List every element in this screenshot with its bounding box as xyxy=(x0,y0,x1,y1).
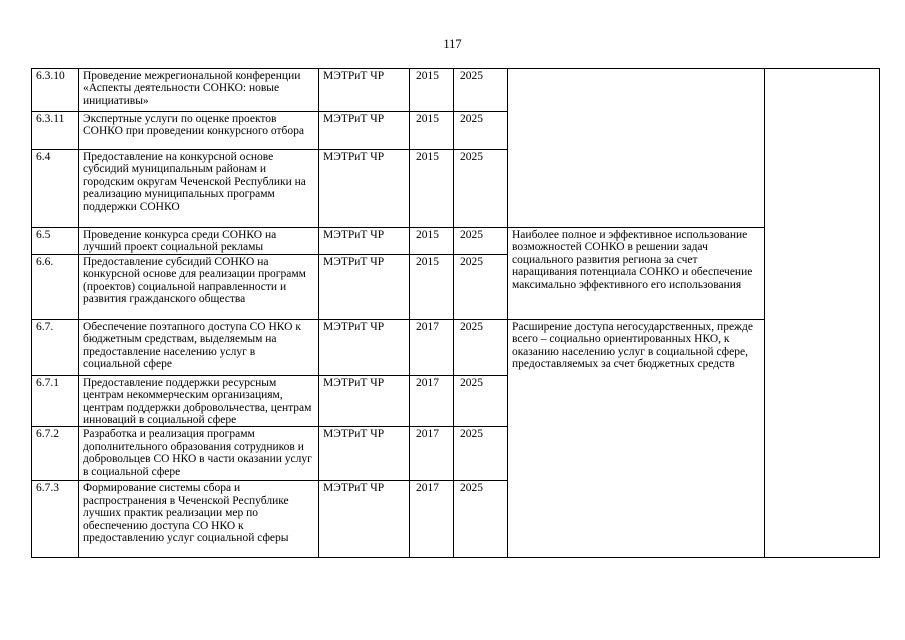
row-activity: Предоставление на конкурсной основе субсидий муниципальным районам и городским округам Чеченской Республики на реализацию муниципальных программ поддержки СОНКО xyxy=(79,150,319,228)
row-activity: Разработка и реализация программ дополнительного образования сотрудников и добровольцев СО НКО в части оказании услуг в социальной сфере xyxy=(79,427,319,481)
row-end-year: 2025 xyxy=(454,375,508,427)
row-start-year: 2017 xyxy=(410,481,454,558)
row-number: 6.7.3 xyxy=(32,481,79,558)
row-activity: Формирование системы сбора и распространения в Чеченской Республике лучших практик реализации мер по обеспечению доступа СО НКО к предоставлению услуг социальной сферы xyxy=(79,481,319,558)
row-end-year: 2025 xyxy=(454,150,508,228)
row-activity: Экспертные услуги по оценке проектов СОНКО при проведении конкурсного отбора xyxy=(79,112,319,150)
row-number: 6.7.1 xyxy=(32,375,79,427)
row-start-year: 2015 xyxy=(410,150,454,228)
table-row xyxy=(32,319,880,375)
row-executor: МЭТРиТ ЧР xyxy=(319,375,410,427)
row-end-year: 2025 xyxy=(454,112,508,150)
result-empty-cell xyxy=(508,69,765,228)
row-activity: Предоставление поддержки ресурсным центрам некоммерческим организациям, центрам поддержки добровольчества, центрам инноваций в социальной сфере xyxy=(79,375,319,427)
notes-cell xyxy=(765,69,880,558)
row-executor: МЭТРиТ ЧР xyxy=(319,319,410,375)
row-executor: МЭТРиТ ЧР xyxy=(319,481,410,558)
row-number: 6.5 xyxy=(32,228,79,255)
row-start-year: 2015 xyxy=(410,112,454,150)
row-executor: МЭТРиТ ЧР xyxy=(319,254,410,319)
expected-result-2: Расширение доступа негосударственных, прежде всего – социально ориентированных НКО, к оказанию населению услуг в социальной сфере, предоставляемых за счет бюджетных средств xyxy=(508,319,765,558)
row-start-year: 2017 xyxy=(410,427,454,481)
row-number: 6.7. xyxy=(32,319,79,375)
row-executor: МЭТРиТ ЧР xyxy=(319,427,410,481)
row-end-year: 2025 xyxy=(454,481,508,558)
row-number: 6.4 xyxy=(32,150,79,228)
table-row xyxy=(32,228,880,255)
table-row xyxy=(32,69,880,112)
row-executor: МЭТРиТ ЧР xyxy=(319,228,410,255)
row-start-year: 2015 xyxy=(410,69,454,112)
row-activity: Проведение конкурса среди СОНКО на лучший проект социальной рекламы xyxy=(79,228,319,255)
row-start-year: 2015 xyxy=(410,228,454,255)
row-start-year: 2017 xyxy=(410,319,454,375)
row-number: 6.3.10 xyxy=(32,69,79,112)
row-executor: МЭТРиТ ЧР xyxy=(319,112,410,150)
row-end-year: 2025 xyxy=(454,69,508,112)
row-activity: Проведение межрегиональной конференции «Аспекты деятельности СОНКО: новые инициативы» xyxy=(79,69,319,112)
row-start-year: 2015 xyxy=(410,254,454,319)
row-number: 6.6. xyxy=(32,254,79,319)
program-table xyxy=(31,68,880,558)
row-number: 6.3.11 xyxy=(32,112,79,150)
row-end-year: 2025 xyxy=(454,228,508,255)
row-executor: МЭТРиТ ЧР xyxy=(319,69,410,112)
row-activity: Обеспечение поэтапного доступа СО НКО к бюджетным средствам, выделяемым на предоставление населению услуг в социальной сфере xyxy=(79,319,319,375)
expected-result-1: Наиболее полное и эффективное использование возможностей СОНКО в решении задач социального развития региона за счет наращивания потенциала СОНКО и обеспечение максимально эффективного его использования xyxy=(508,228,765,320)
row-start-year: 2017 xyxy=(410,375,454,427)
row-activity: Предоставление субсидий СОНКО на конкурсной основе для реализации программ (проектов) социальной направленности и развития гражданского общества xyxy=(79,254,319,319)
page-number: 117 xyxy=(443,37,462,51)
row-executor: МЭТРиТ ЧР xyxy=(319,150,410,228)
row-end-year: 2025 xyxy=(454,254,508,319)
row-number: 6.7.2 xyxy=(32,427,79,481)
row-end-year: 2025 xyxy=(454,427,508,481)
row-end-year: 2025 xyxy=(454,319,508,375)
